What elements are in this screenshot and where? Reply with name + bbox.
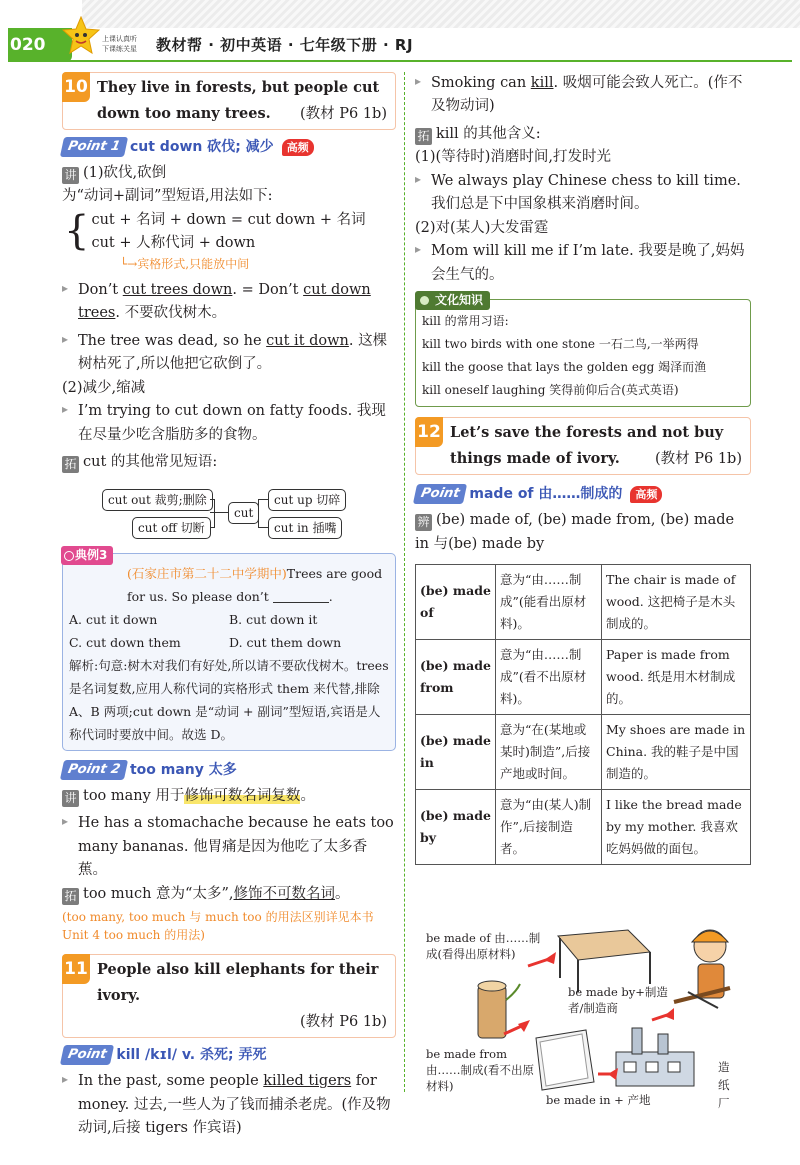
sentence-number: 11 xyxy=(62,954,90,984)
tree-connector xyxy=(210,499,215,500)
example-sentence: ▸ I’m trying to cut down on fatty foods. 我现在尽量少吃含脂肪多的食物。 xyxy=(62,400,396,447)
point-made-heading xyxy=(415,483,751,505)
idiom-intro: kill 的常用习语: xyxy=(422,314,509,329)
culture-label: 文化知识 xyxy=(415,291,490,310)
tree-connector xyxy=(258,512,259,513)
point-title: kill /kɪl/ v. 杀死; 弄死 xyxy=(116,1047,267,1064)
high-frequency-badge: 高频 xyxy=(282,139,314,156)
right-column xyxy=(415,72,751,865)
made-comparison-table xyxy=(415,564,751,865)
answer-blank xyxy=(273,589,329,603)
cross-reference-note: (too many, too much 与 much too 的用法区别详见本书 Unit 4 too much 的用法) xyxy=(62,910,374,943)
sentence-11-box xyxy=(62,954,396,1038)
point-title: too many 太多 xyxy=(129,761,237,778)
explain-icon: 讲 xyxy=(62,790,79,807)
header-rule xyxy=(8,60,792,62)
point-kill-heading xyxy=(62,1044,396,1066)
sentence-source: (教材 P6 1b) xyxy=(299,106,387,122)
extension-line: 拓 kill 的其他含义: xyxy=(415,123,751,146)
sentence-text: They live in forests, but people cut down too many trees. xyxy=(97,79,380,122)
page-number: 020 xyxy=(10,35,46,55)
table-cell: 意为“在(某地或某时)制造”,后接产地或时间。 xyxy=(496,715,602,790)
column-divider xyxy=(404,72,405,1092)
point-title: cut down 砍伐; 减少 xyxy=(129,139,274,155)
slogan xyxy=(102,34,137,54)
example-sentence: ▸ The tree was dead, so he cut it down. 这棵树枯死了,所以他把它砍倒了。 xyxy=(62,330,396,377)
example-sentence: ▸ Don’t cut trees down. = Don’t cut down trees. 不要砍伐树木。 xyxy=(62,279,396,326)
table-cell: (be) made by xyxy=(416,790,496,865)
sentence-source: (教材 P6 1b) xyxy=(299,1014,387,1031)
tree-connector xyxy=(258,499,268,500)
extension-line: 拓 too much 意为“太多”,修饰不可数名词。 xyxy=(62,883,396,906)
point-badge: Point 1 xyxy=(60,137,128,157)
extend-icon: 拓 xyxy=(62,888,79,905)
point-badge: Point xyxy=(413,484,468,504)
sentence-text: People also kill elephants for their ivory. xyxy=(97,961,379,1005)
tree-node: cut up 切碎 xyxy=(268,489,346,511)
meaning-1: (1)(等待时)消磨时间,打发时光 xyxy=(415,149,611,166)
formula-line: cut + 人称代词 + down xyxy=(91,234,256,251)
option-a: A. cut it down xyxy=(69,611,158,627)
illustration-label: be made from 由……制成(看不出原材料) xyxy=(426,1047,534,1093)
table-cell: The chair is made of wood. 这把椅子是木头制成的。 xyxy=(602,565,751,640)
illustration-label: 造纸厂 xyxy=(718,1060,730,1110)
example-stem: (石家庄市第二十二中学期中)Trees are good for us. So please don’t . xyxy=(127,565,383,604)
sense-2: (2)减少,缩减 xyxy=(62,379,146,396)
table-row xyxy=(416,565,751,640)
extend-icon: 拓 xyxy=(62,456,79,473)
made-illustration xyxy=(418,922,754,1112)
point-badge: Point xyxy=(60,1045,115,1065)
factory-icon xyxy=(616,1028,694,1086)
tree-node: cut off 切断 xyxy=(132,517,211,539)
point-1-heading xyxy=(62,136,396,158)
option-c: C. cut down them xyxy=(69,634,181,650)
table-row xyxy=(416,640,751,715)
usage-line: 讲 too many 用于修饰可数名词复数。 xyxy=(62,785,396,808)
formula-note: └→宾格形式,只能放中间 xyxy=(120,256,250,271)
meaning-2: (2)对(某人)大发雷霆 xyxy=(415,219,549,236)
extension-line: 拓 cut 的其他常见短语: xyxy=(62,451,396,474)
table-cell: 意为“由……制成”(能看出原材料)。 xyxy=(496,565,602,640)
example-sentence: ▸ In the past, some people killed tigers for money. 过去,一些人为了钱而捕杀老虎。(作及物动词,后接 tigers 作宾语) xyxy=(62,1070,396,1140)
book-title: 教材帮 · 初中英语 · 七年级下册 · RJ xyxy=(156,36,414,54)
table-row xyxy=(416,715,751,790)
table-cell: (be) made from xyxy=(416,640,496,715)
usage-intro: 为“动词+副词”型短语,用法如下: xyxy=(62,188,273,205)
explain-icon: 讲 xyxy=(62,167,79,184)
table-cell: Paper is made from wood. 纸是用木材制成的。 xyxy=(602,640,751,715)
point-badge: Point 2 xyxy=(60,760,128,780)
table-cell: My shoes are made in China. 我的鞋子是中国制造的。 xyxy=(602,715,751,790)
option-d: D. cut them down xyxy=(229,634,342,650)
culture-knowledge-box xyxy=(415,293,751,407)
tree-connector xyxy=(258,527,268,528)
cut-phrase-tree xyxy=(62,481,396,543)
slogan-line: 下课练关星 xyxy=(102,45,137,53)
formula-line: cut + 名词 + down = cut down + 名词 xyxy=(91,211,366,228)
header-pattern xyxy=(82,0,800,28)
sentence-10-box xyxy=(62,72,396,130)
table-cell: (be) made in xyxy=(416,715,496,790)
example-label: 典例3 xyxy=(61,546,113,565)
idiom: kill the goose that lays the golden egg 竭泽而渔 xyxy=(422,360,707,375)
table-cell: 意为“由……制成”(看不出原材料)。 xyxy=(496,640,602,715)
worker-icon xyxy=(674,930,730,1008)
example-sentence: ▸ Mom will kill me if I’m late. 我要是晚了,妈妈会生气的。 xyxy=(415,240,751,287)
sentence-12-box xyxy=(415,417,751,475)
tree-node-center: cut xyxy=(228,502,259,524)
point-title: made of 由……制成的 xyxy=(469,486,623,503)
brace-icon: { xyxy=(64,207,90,254)
sentence-source: (教材 P6 1b) xyxy=(654,451,742,468)
compare-line: 辨 (be) made of, (be) made from, (be) made in 与(be) made by xyxy=(415,512,735,552)
extend-icon: 拓 xyxy=(415,128,432,145)
point-2-heading xyxy=(62,759,396,781)
illustration-label: be made of 由……制成(看得出原材料) xyxy=(426,931,541,961)
table-cell: 意为“由(某人)制作”,后接制造者。 xyxy=(496,790,602,865)
analysis: 解析:句意:树木对我们有好处,所以请不要砍伐树木。trees 是名词复数,应用人称代词的宾格形式 them 来代替,排除 A、B 两项;cut down 是“动词 + 副词”型短语,宾语是人称代词时要放中间。故选 D。 xyxy=(69,657,389,742)
table-row xyxy=(416,790,751,865)
idiom: kill oneself laughing 笑得前仰后合(英式英语) xyxy=(422,383,679,398)
chair-table-icon xyxy=(558,930,650,992)
tree-node: cut in 插嘴 xyxy=(268,517,342,539)
illustration-label: be made in + 产地 xyxy=(546,1093,651,1107)
idiom: kill two birds with one stone 一石二鸟,一举两得 xyxy=(422,337,699,352)
tree-connector xyxy=(214,499,215,528)
tree-node: cut out 裁剪;删除 xyxy=(102,489,213,511)
page-header xyxy=(0,0,800,62)
sentence-number: 12 xyxy=(415,417,443,447)
example-sentence: ▸ He has a stomachache because he eats too many bananas. 他胃痛是因为他吃了太多香蕉。 xyxy=(62,812,396,882)
usage-formula xyxy=(64,209,396,255)
table-cell: (be) made of xyxy=(416,565,496,640)
options xyxy=(69,608,389,654)
slogan-line: 上课认真听 xyxy=(102,35,137,43)
sense-1: 讲 (1)砍伐,砍倒 xyxy=(62,162,396,185)
distinguish-icon: 辨 xyxy=(415,514,432,531)
sentence-number: 10 xyxy=(62,72,90,102)
paper-icon xyxy=(536,1030,594,1090)
example-3-box xyxy=(62,547,396,751)
tree-connector xyxy=(258,499,259,528)
sentence-text: Let’s save the forests and not buy things made of ivory. xyxy=(450,424,724,468)
high-frequency-badge: 高频 xyxy=(630,486,662,503)
left-column xyxy=(62,72,396,1141)
table-cell: I like the bread made by my mother. 我喜欢吃妈妈做的面包。 xyxy=(602,790,751,865)
tree-connector xyxy=(210,527,215,528)
option-b: B. cut down it xyxy=(229,611,318,627)
tree-connector xyxy=(210,512,228,513)
illustration-label: be made by+制造者/制造商 xyxy=(568,985,668,1015)
example-sentence: ▸ Smoking can kill. 吸烟可能会致人死亡。(作不及物动词) xyxy=(415,72,751,119)
star-mascot-icon xyxy=(62,16,100,56)
example-sentence: ▸ We always play Chinese chess to kill time. 我们总是下中国象棋来消磨时间。 xyxy=(415,170,751,217)
